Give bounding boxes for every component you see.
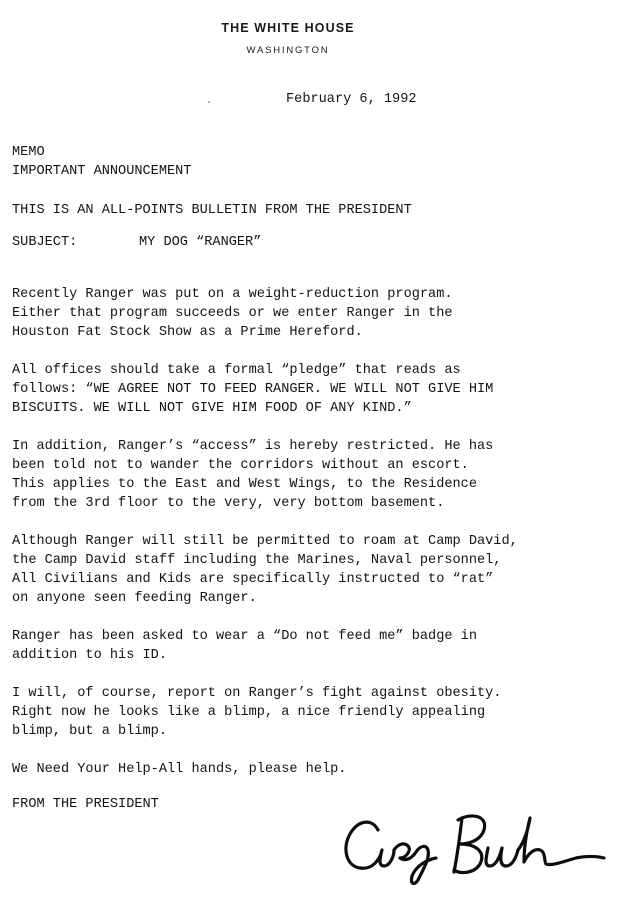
- subject-value: MY DOG “RANGER”: [139, 235, 262, 250]
- letterhead-organization: THE WHITE HOUSE: [221, 21, 355, 35]
- paragraph-line: been told not to wander the corridors without an escort.: [12, 458, 469, 473]
- paragraph-line: BISCUITS. WE WILL NOT GIVE HIM FOOD OF ANY KIND.”: [12, 401, 412, 416]
- paragraph-line: follows: “WE AGREE NOT TO FEED RANGER. WE WILL NOT GIVE HIM: [12, 382, 494, 397]
- announcement-label: IMPORTANT ANNOUNCEMENT: [12, 164, 192, 179]
- handwritten-signature: [340, 800, 610, 890]
- paragraph-line: I will, of course, report on Ranger’s fight against obesity.: [12, 686, 502, 701]
- paragraph-line: We Need Your Help-All hands, please help.: [12, 762, 347, 777]
- paragraph-line: Houston Fat Stock Show as a Prime Hereford.: [12, 325, 363, 340]
- paper-speck: [208, 101, 210, 103]
- paragraph-line: Recently Ranger was put on a weight-reduction program.: [12, 287, 453, 302]
- letterhead-city: WASHINGTON: [246, 45, 330, 56]
- paragraph-line: All offices should take a formal “pledge” that reads as: [12, 363, 461, 378]
- paragraph-line: blimp, but a blimp.: [12, 724, 167, 739]
- paragraph-line: Either that program succeeds or we enter Ranger in the: [12, 306, 453, 321]
- paragraph-line: from the 3rd floor to the very, very bottom basement.: [12, 496, 445, 511]
- paragraph-line: Although Ranger will still be permitted to roam at Camp David,: [12, 534, 518, 549]
- paragraph-line: addition to his ID.: [12, 648, 167, 663]
- paragraph-line: Right now he looks like a blimp, a nice friendly appealing: [12, 705, 486, 720]
- paragraph-line: the Camp David staff including the Marines, Naval personnel,: [12, 553, 502, 568]
- signature-drawing: [340, 800, 610, 890]
- memo-date: February 6, 1992: [286, 92, 417, 107]
- bulletin-line: THIS IS AN ALL-POINTS BULLETIN FROM THE PRESIDENT: [12, 203, 412, 218]
- closing-line: FROM THE PRESIDENT: [12, 797, 159, 812]
- paragraph-line: Ranger has been asked to wear a “Do not feed me” badge in: [12, 629, 477, 644]
- paragraph-line: All Civilians and Kids are specifically instructed to “rat”: [12, 572, 494, 587]
- subject-label: SUBJECT:: [12, 235, 78, 250]
- paragraph-line: on anyone seen feeding Ranger.: [12, 591, 257, 606]
- paragraph-line: This applies to the East and West Wings, to the Residence: [12, 477, 477, 492]
- memo-label: MEMO: [12, 145, 45, 160]
- paragraph-line: In addition, Ranger’s “access” is hereby restricted. He has: [12, 439, 494, 454]
